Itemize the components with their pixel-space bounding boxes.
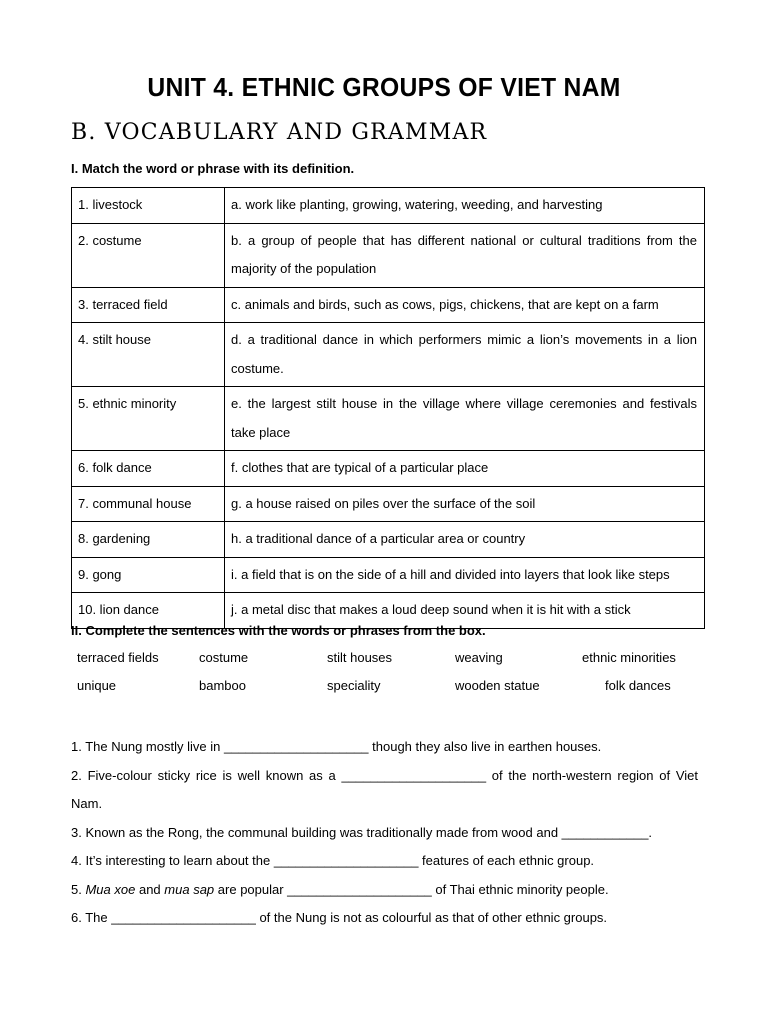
definition-cell: d. a traditional dance in which performers mimic a lion’s movements in a lion costume. — [225, 323, 705, 387]
italic-term: Mua xoe — [85, 881, 136, 897]
definition-cell: e. the largest stilt house in the village where village ceremonies and festivals take place — [225, 387, 705, 451]
exercise2-instruction: II. Complete the sentences with the words or phrases from the box. — [71, 623, 486, 638]
unit-title: UNIT 4. ETHNIC GROUPS OF VIET NAM — [147, 72, 621, 102]
sentence: 6. The ____________________ of the Nung is not as colourful as that of other ethnic groups. — [71, 910, 608, 925]
table-row — [72, 486, 705, 522]
sentence: 2. Five-colour sticky rice is well known as a ____________________ of the north-western region of Viet Nam. — [71, 767, 698, 811]
box-word: speciality — [327, 678, 381, 693]
exercise1-instruction: I. Match the word or phrase with its definition. — [71, 161, 355, 176]
section-title: B. VOCABULARY AND GRAMMAR — [71, 120, 488, 145]
word-cell: 1. livestock — [72, 188, 225, 224]
definition-cell: a. work like planting, growing, watering, weeding, and harvesting — [225, 188, 705, 224]
definition-cell: c. animals and birds, such as cows, pigs, chickens, that are kept on a farm — [225, 287, 705, 323]
table-row — [72, 522, 705, 558]
definition-cell: b. a group of people that has different national or cultural traditions from the majority of the population — [225, 223, 705, 287]
sentence-text: and — [138, 881, 161, 897]
word-cell: 4. stilt house — [72, 323, 225, 387]
box-word: wooden statue — [455, 678, 540, 693]
sentence: 3. Known as the Rong, the communal building was traditionally made from wood and ____________. — [71, 824, 653, 840]
definition-cell: g. a house raised on piles over the surface of the soil — [225, 486, 705, 522]
table-row — [72, 188, 705, 224]
word-cell: 8. gardening — [72, 522, 225, 558]
table-row — [72, 287, 705, 323]
word-cell: 2. costume — [72, 223, 225, 287]
word-cell: 9. gong — [72, 557, 225, 593]
box-word: folk dances — [605, 678, 671, 693]
word-box — [71, 650, 711, 706]
matching-table — [71, 187, 705, 629]
sentence: 4. It’s interesting to learn about the ____________________ features of each ethnic group. — [71, 853, 595, 868]
table-row — [72, 323, 705, 387]
italic-term: mua sap — [164, 881, 215, 897]
box-word: bamboo — [199, 678, 246, 693]
sentence-text: are popular ____________________ of Thai ethnic minority people. — [217, 881, 609, 897]
definition-cell: h. a traditional dance of a particular area or country — [225, 522, 705, 558]
table-row — [72, 387, 705, 451]
box-word: stilt houses — [327, 650, 393, 665]
sentence-list — [71, 733, 698, 933]
word-cell: 10. lion dance — [72, 593, 225, 629]
sentence — [71, 876, 698, 905]
definition-cell: j. a metal disc that makes a loud deep sound when it is hit with a stick — [225, 593, 705, 629]
sentence: 1. The Nung mostly live in ____________________ though they also live in earthen houses. — [71, 739, 602, 754]
definition-cell: i. a field that is on the side of a hill and divided into layers that look like steps — [225, 557, 705, 593]
box-word: costume — [199, 650, 249, 665]
word-box-row — [71, 650, 711, 678]
table-row — [72, 451, 705, 487]
definition-cell: f. clothes that are typical of a particular place — [225, 451, 705, 487]
table-row — [72, 557, 705, 593]
box-word: ethnic minorities — [582, 650, 676, 665]
word-cell: 6. folk dance — [72, 451, 225, 487]
table-row — [72, 223, 705, 287]
word-cell: 5. ethnic minority — [72, 387, 225, 451]
box-word: terraced fields — [77, 650, 159, 665]
word-cell: 7. communal house — [72, 486, 225, 522]
word-cell: 3. terraced field — [72, 287, 225, 323]
box-word: weaving — [455, 650, 503, 665]
sentence-number: 5. — [71, 881, 82, 897]
word-box-row — [71, 678, 711, 706]
box-word: unique — [77, 678, 117, 693]
